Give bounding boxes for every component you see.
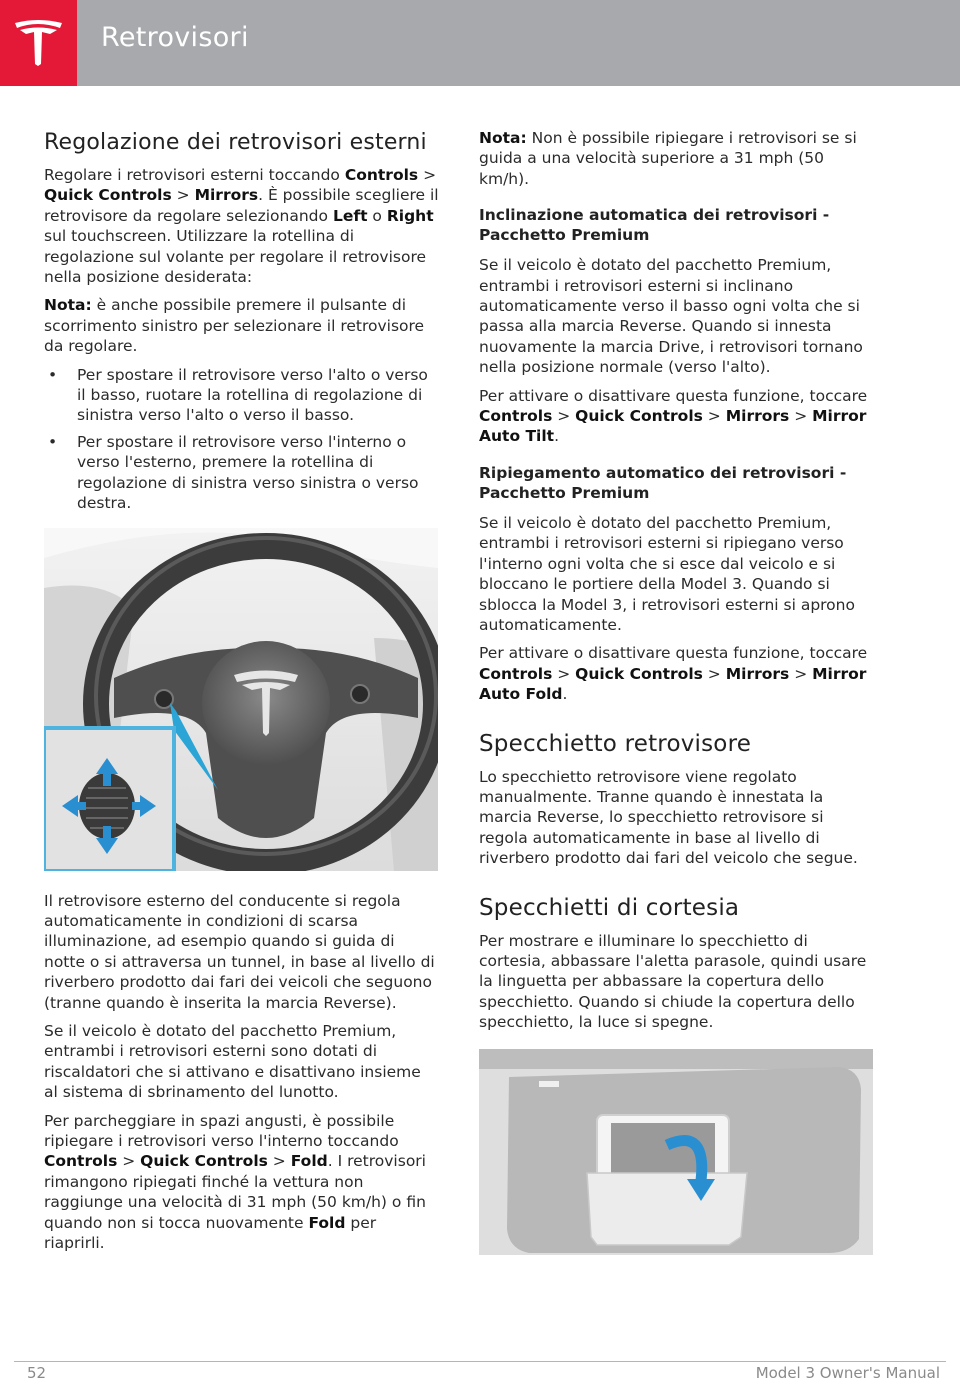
note-fold-speed: Nota: Non è possibile ripiegare i retrovisori se si guida a una velocità superiore a 31 mph (50 km/h). [479,129,857,188]
page-header [0,0,960,86]
rearview-paragraph: Lo specchietto retrovisore viene regolato manualmente. Tranne quando è innestata la marcia Reverse, lo specchietto retrovisore si regola automaticamente in base al livello di riverbero prodotto dai fari del veicolo che segue. [479,767,858,868]
list-item: • Per spostare il retrovisore verso l'alto o verso il basso, ruotare la rotellina di regolazione di sinistra verso l'alto o verso il basso. [44,365,439,426]
section-heading-exterior-mirrors: Regolazione dei retrovisori esterni [44,130,427,155]
footer-divider [14,1361,946,1362]
manual-title: Model 3 Owner's Manual [755,1364,940,1382]
steering-wheel-illustration [44,528,438,871]
tesla-logo-icon [12,20,65,66]
auto-tilt-toggle-paragraph: Per attivare o disattivare questa funzione, toccare Controls > Quick Controls > Mirrors > Mirror Auto Tilt. [479,386,868,446]
section-heading-vanity-mirrors: Specchietti di cortesia [479,894,740,921]
subheading-auto-fold: Ripiegamento automatico dei retrovisori - Pacchetto Premium [479,463,847,502]
adjustment-list [44,365,439,514]
intro-paragraph: Regolare i retrovisori esterni toccando Controls > Quick Controls > Mirrors. È possibile scegliere il retrovisore da regolare selezionando Left o Right sul touchscreen. Utilizzare la rotellina di regolazione sul volante per regolare il retrovisore nella posizione desiderata: [44,166,439,287]
auto-fold-toggle-paragraph: Per attivare o disattivare questa funzione, toccare Controls > Quick Controls > Mirrors > Mirror Auto Fold. [479,644,868,704]
vanity-paragraph: Per mostrare e illuminare lo specchietto di cortesia, abbassare l'aletta parasole, quindi usare la linguetta per abbassare la copertura dello specchietto. Quando si chiude la copertura dello specchietto, la luce si spegne. [479,931,867,1032]
auto-fold-paragraph: Se il veicolo è dotato del pacchetto Premium, entrambi i retrovisori esterni si ripiegano verso l'interno ogni volta che si esce dal veicolo e si bloccano le portiere della Model 3. Quando si sblocca la Model 3, i retrovisori esterni si aprono automaticamente. [479,513,855,634]
left-column [44,130,439,1261]
heated-mirrors-paragraph: Se il veicolo è dotato del pacchetto Premium, entrambi i retrovisori esterni sono dotati di riscaldatori che si attivano e disattivano insieme al sistema di sbrinamento del lunotto. [44,1021,421,1102]
brand-logo [0,0,77,86]
note-scroll-button: Nota: è anche possibile premere il pulsante di scorrimento sinistro per selezionare il retrovisore da regolare. [44,296,425,356]
page-title: Retrovisori [101,22,249,53]
auto-tilt-paragraph: Se il veicolo è dotato del pacchetto Premium, entrambi i retrovisori esterni si inclinano automaticamente verso il basso ogni volta che si passa alla marcia Reverse. Quando si innesta nuovamente la marcia Drive, i retrovisori tornano nella posizione normale (verso l'alto). [479,256,863,377]
auto-dim-paragraph: Il retrovisore esterno del conducente si regola automaticamente in condizioni di scarsa illuminazione, ad esempio quando si guida di notte o si attraversa un tunnel, in base al livello di riverbero prodotto dai fari dei veicoli che seguono (tranne quando è inserita la marcia Reverse). [44,891,435,1012]
subheading-auto-tilt: Inclinazione automatica dei retrovisori - Pacchetto Premium [479,206,830,245]
list-item: • Per spostare il retrovisore verso l'interno o verso l'esterno, premere la rotellina di regolazione di sinistra verso sinistra o verso destra. [44,432,439,514]
vanity-mirror-illustration [479,1049,873,1255]
page-number: 52 [27,1364,47,1382]
fold-paragraph: Per parcheggiare in spazi angusti, è possibile ripiegare i retrovisori verso l'interno toccando Controls > Quick Controls > Fold. I retrovisori rimangono ripiegati finché la vettura non raggiunge una velocità di 31 mph (50 km/h) o fin quando non si tocca nuovamente Fold per riaprirli. [44,1111,426,1252]
section-heading-rearview-mirror: Specchietto retrovisore [479,730,752,757]
right-column [479,128,875,1255]
